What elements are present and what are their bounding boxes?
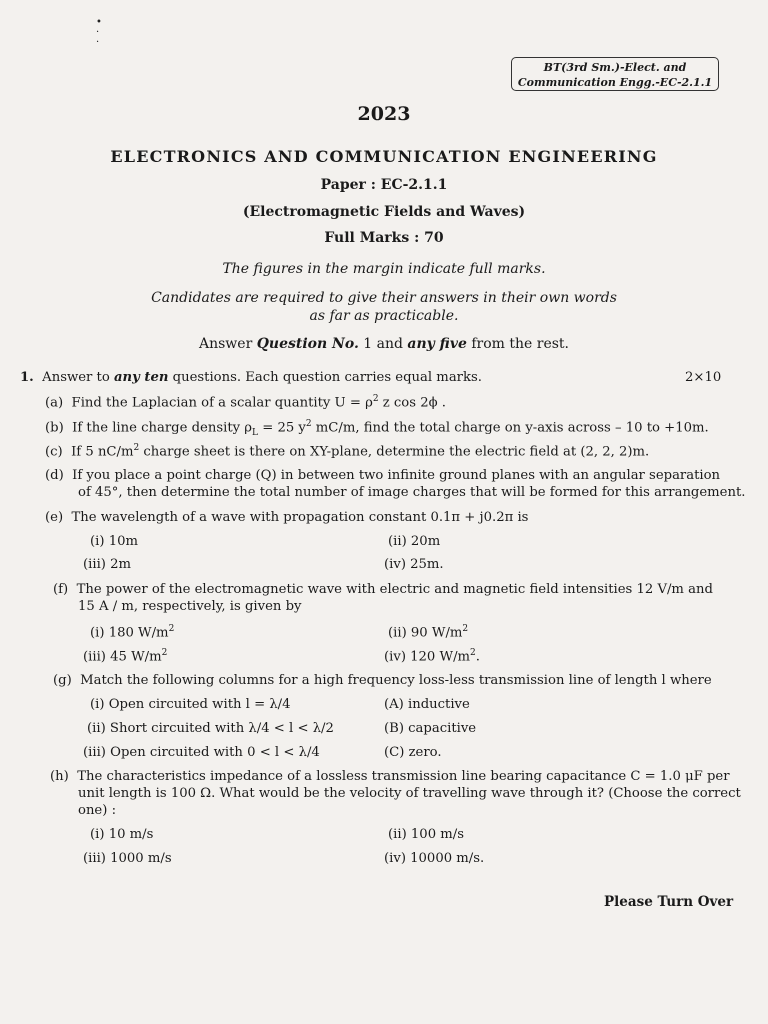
q1-a-label: (a) <box>45 395 64 411</box>
q1-h-label: (h) <box>50 769 69 784</box>
q1-g-right-c: (C) zero. <box>384 745 442 760</box>
q1-e-option-iv: (iv) 25m. <box>384 557 444 572</box>
course-code-line2: Communication Engg.-EC-2.1.1 <box>517 76 713 89</box>
q1-f-option-i-sup: 2 <box>168 624 175 634</box>
q1-f-option-ii-text: (ii) 90 W/m <box>388 625 463 641</box>
q1-h-line3: one) : <box>78 803 117 818</box>
full-marks: Full Marks : 70 <box>324 230 444 246</box>
q1-a-text2: z cos 2ϕ . <box>378 395 446 411</box>
q1-e-option-ii: (ii) 20m <box>388 534 441 549</box>
q1-b-text3: mC/m, find the total charge on y-axis across – 10 to +10m. <box>311 420 709 436</box>
q1-h-option-i: (i) 10 m/s <box>90 827 154 842</box>
q1-h-line2: unit length is 100 Ω. What would be the velocity of travelling wave through it? (Choose the correct <box>78 786 741 801</box>
q1-f-label: (f) <box>53 582 69 597</box>
q1-g-left-i: (i) Open circuited with l = λ/4 <box>90 697 291 712</box>
q1-a-text1: Find the Laplacian of a scalar quantity U = ρ <box>71 395 373 411</box>
q1-d-line1: If you place a point charge (Q) in between two infinite ground planes with an angular separation <box>72 468 721 483</box>
q1-e-option-iii: (iii) 2m <box>83 557 132 572</box>
q1-f-option-i-text: (i) 180 W/m <box>90 625 169 641</box>
q1-h-option-ii: (ii) 100 m/s <box>388 827 464 842</box>
q1-a <box>45 394 446 410</box>
please-turn-over: Please Turn Over <box>604 894 734 910</box>
q1-e-label: (e) <box>45 510 64 525</box>
q1-h-line1: The characteristics impedance of a lossless transmission line bearing capacitance C = 1.0 μF per <box>77 769 730 784</box>
q1-a-sup: 2 <box>372 394 379 404</box>
question-1-header <box>20 370 482 385</box>
q1-g-right-b: (B) capacitive <box>384 721 477 736</box>
own-words-note-line2: as far as practicable. <box>309 308 459 324</box>
course-code-box <box>511 57 719 91</box>
q1-f-option-iv-sup: 2 <box>470 648 476 658</box>
answer-any-five: any five <box>407 336 467 352</box>
q1-b-sub: L <box>252 428 259 439</box>
q1-e <box>45 510 528 525</box>
q1-d-line2: of 45°, then determine the total number of image charges that will be formed for this arrangement. <box>78 485 746 500</box>
course-code-line1: BT(3rd Sm.)-Elect. and <box>543 61 687 74</box>
subject-title: ELECTRONICS AND COMMUNICATION ENGINEERING <box>110 147 658 166</box>
q1-marks: 2×10 <box>685 370 722 385</box>
q1-f-option-iii-text: (iii) 45 W/m <box>83 649 162 665</box>
answer-instruction <box>0 336 768 352</box>
q1-f-option-iv <box>384 648 480 664</box>
q1-c-text2: charge sheet is there on XY-plane, determine the electric field at (2, 2, 2)m. <box>139 444 650 460</box>
q1-g-right-a: (A) inductive <box>384 697 470 712</box>
q1-b-text2: = 25 y <box>258 420 306 436</box>
q1-text-b: questions. Each question carries equal marks. <box>168 370 482 385</box>
q1-h-option-iv: (iv) 10000 m/s. <box>384 851 485 866</box>
answer-suffix: from the rest. <box>466 336 570 352</box>
q1-c-sup: 2 <box>133 443 140 453</box>
q1-g-left-ii: (ii) Short circuited with λ/4 < l < λ/2 <box>87 721 334 736</box>
q1-c-text1: If 5 nC/m <box>71 444 134 460</box>
paper-code: Paper : EC-2.1.1 <box>320 177 448 193</box>
q1-b-text1: If the line charge density ρ <box>72 420 253 436</box>
q1-f-line1: The power of the electromagnetic wave with electric and magnetic field intensities 12 V/m and <box>76 582 713 597</box>
q1-e-option-i: (i) 10m <box>90 534 138 549</box>
q1-b-label: (b) <box>45 420 64 436</box>
own-words-note-line1: Candidates are required to give their answers in their own words <box>151 290 617 306</box>
q1-h <box>50 769 730 784</box>
q1-c-label: (c) <box>45 444 63 460</box>
q1-f-option-iv-end: . <box>475 649 480 665</box>
q1-b <box>45 419 709 438</box>
answer-mid: 1 and <box>358 336 408 352</box>
decorative-dots: • · · <box>96 17 102 48</box>
q1-h-option-iii: (iii) 1000 m/s <box>83 851 172 866</box>
q1-d <box>45 468 720 483</box>
q1-g-left-iii: (iii) Open circuited with 0 < l < λ/4 <box>83 745 320 760</box>
q1-f-option-i <box>90 624 174 640</box>
q1-g-label: (g) <box>53 673 72 688</box>
q1-g <box>53 673 712 688</box>
q1-b-sup: 2 <box>305 419 312 429</box>
q1-f-option-iii <box>83 648 167 664</box>
answer-prefix: Answer <box>198 336 257 352</box>
q1-f-option-ii-sup: 2 <box>462 624 469 634</box>
q1-g-text: Match the following columns for a high frequency loss-less transmission line of length l where <box>80 673 712 688</box>
paper-title: (Electromagnetic Fields and Waves) <box>242 204 526 220</box>
q1-any-ten: any ten <box>113 370 169 385</box>
answer-question: Question No. <box>256 336 359 352</box>
margin-note: The figures in the margin indicate full marks. <box>222 261 546 277</box>
q1-f <box>53 582 713 597</box>
question-number: 1. <box>20 370 34 385</box>
q1-text-a: Answer to <box>42 370 114 385</box>
q1-f-option-iii-sup: 2 <box>161 648 168 658</box>
q1-f-option-ii <box>388 624 468 640</box>
q1-e-text: The wavelength of a wave with propagation constant 0.1π + j0.2π is <box>71 510 529 525</box>
q1-d-label: (d) <box>45 468 64 483</box>
own-words-note <box>0 289 768 325</box>
q1-f-option-iv-text: (iv) 120 W/m <box>384 649 471 665</box>
q1-c <box>45 443 649 459</box>
q1-f-line2: 15 A / m, respectively, is given by <box>78 599 302 614</box>
exam-year: 2023 <box>357 103 411 125</box>
